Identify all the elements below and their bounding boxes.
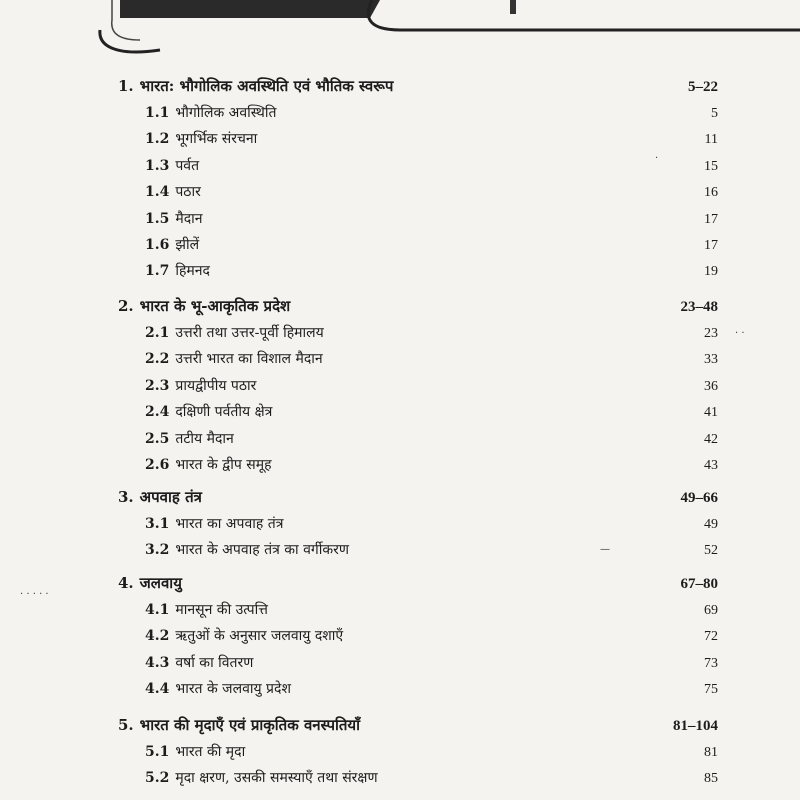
section-page-number: 49 bbox=[704, 517, 718, 532]
chapter-page-range: 81–104 bbox=[673, 718, 718, 734]
section-page-number: 52 bbox=[704, 543, 718, 559]
section-entry[interactable] bbox=[118, 540, 718, 566]
section-page-number: 16 bbox=[704, 185, 718, 201]
section-page-number: 41 bbox=[704, 405, 718, 421]
section-page-number: 15 bbox=[704, 158, 718, 174]
chapter-block bbox=[118, 296, 718, 481]
section-number: 2.4 bbox=[145, 404, 170, 421]
section-entry[interactable] bbox=[118, 402, 718, 428]
section-page-number: 19 bbox=[704, 264, 718, 280]
chapter-block bbox=[118, 573, 718, 706]
section-number: 1.5 bbox=[145, 210, 170, 227]
section-entry[interactable] bbox=[118, 742, 718, 768]
section-number: 2.5 bbox=[145, 430, 170, 447]
chapter-page-range: 67–80 bbox=[680, 576, 718, 592]
section-number: 1.2 bbox=[145, 131, 170, 148]
chapter-number: 5. bbox=[118, 716, 134, 734]
section-title: भारत के द्वीप समूह bbox=[175, 456, 272, 473]
section-title: तटीय मैदान bbox=[175, 430, 234, 447]
section-number: 1.3 bbox=[145, 157, 170, 174]
section-entry[interactable] bbox=[118, 209, 718, 235]
chapter-entry[interactable] bbox=[118, 76, 718, 103]
section-title: भौगोलिक अवस्थिति bbox=[175, 105, 277, 121]
chapter-title: भारत: भौगोलिक अवस्थिति एवं भौतिक स्वरूप bbox=[139, 77, 394, 95]
section-title: प्रायद्वीपीय पठार bbox=[175, 377, 257, 394]
section-number: 1.6 bbox=[145, 236, 170, 253]
chapter-number: 4. bbox=[118, 574, 134, 592]
section-number: 1.1 bbox=[145, 105, 170, 121]
section-number: 4.3 bbox=[145, 654, 170, 671]
chapter-title: भारत के भू-आकृतिक प्रदेश bbox=[139, 297, 291, 315]
scan-speck: . . . . . bbox=[20, 586, 49, 597]
section-number: 4.1 bbox=[145, 602, 170, 618]
chapter-title: भारत की मृदाएँ एवं प्राकृतिक वनस्पतियाँ bbox=[139, 716, 360, 734]
section-title: दक्षिणी पर्वतीय क्षेत्र bbox=[175, 404, 273, 421]
section-number: 5.2 bbox=[145, 770, 170, 787]
section-title: हिमनद bbox=[175, 263, 210, 280]
section-title: उत्तरी तथा उत्तर-पूर्वी हिमालय bbox=[175, 325, 324, 341]
section-number: 1.4 bbox=[145, 184, 170, 201]
section-entry[interactable] bbox=[118, 455, 718, 481]
section-entry[interactable] bbox=[118, 261, 718, 287]
section-page-number: 42 bbox=[704, 431, 718, 447]
section-page-number: 5 bbox=[711, 106, 718, 121]
section-page-number: 36 bbox=[704, 378, 718, 394]
chapter-number: 2. bbox=[118, 297, 134, 315]
chapter-block bbox=[118, 487, 718, 567]
section-title: झीलें bbox=[175, 236, 200, 253]
section-page-number: 33 bbox=[704, 352, 718, 368]
chapter-number: 3. bbox=[118, 488, 134, 506]
chapter-block bbox=[118, 715, 718, 795]
section-entry[interactable] bbox=[118, 156, 718, 182]
section-title: भूगर्भिक संरचना bbox=[175, 131, 258, 148]
chapter-entry[interactable] bbox=[118, 715, 718, 742]
chapter-page-range: 49–66 bbox=[680, 490, 718, 506]
section-number: 3.2 bbox=[145, 542, 170, 559]
section-page-number: 69 bbox=[704, 603, 718, 618]
chapter-number: 1. bbox=[118, 77, 134, 95]
section-number: 5.1 bbox=[145, 744, 170, 760]
chapter-page-range: 23–48 bbox=[680, 299, 718, 315]
scan-speck: . bbox=[655, 150, 659, 161]
chapter-title: अपवाह तंत्र bbox=[139, 488, 202, 506]
section-entry[interactable] bbox=[118, 103, 718, 129]
section-number: 2.3 bbox=[145, 377, 170, 394]
section-page-number: 85 bbox=[704, 771, 718, 787]
section-page-number: 75 bbox=[704, 682, 718, 698]
section-page-number: 43 bbox=[704, 457, 718, 473]
section-number: 2.2 bbox=[145, 351, 170, 368]
section-entry[interactable] bbox=[118, 376, 718, 402]
chapter-entry[interactable] bbox=[118, 487, 718, 514]
section-title: मानसून की उत्पत्ति bbox=[175, 602, 268, 618]
section-page-number: 73 bbox=[704, 655, 718, 671]
section-title: भारत की मृदा bbox=[175, 744, 246, 760]
section-number: 3.1 bbox=[145, 516, 170, 532]
section-page-number: 17 bbox=[704, 211, 718, 227]
section-page-number: 72 bbox=[704, 629, 718, 645]
section-number: 4.2 bbox=[145, 628, 170, 645]
section-page-number: 81 bbox=[704, 745, 718, 760]
section-title: ऋतुओं के अनुसार जलवायु दशाएँ bbox=[175, 628, 344, 645]
chapter-entry[interactable] bbox=[118, 296, 718, 323]
section-number: 4.4 bbox=[145, 681, 170, 698]
chapter-title: जलवायु bbox=[139, 574, 182, 592]
scan-speck: — bbox=[600, 544, 610, 555]
section-title: मृदा क्षरण, उसकी समस्याएँ तथा संरक्षण bbox=[175, 770, 378, 787]
section-title: मैदान bbox=[175, 210, 203, 227]
section-entry[interactable] bbox=[118, 653, 718, 679]
section-title: भारत के अपवाह तंत्र का वर्गीकरण bbox=[175, 542, 350, 559]
section-page-number: 11 bbox=[704, 132, 718, 148]
section-number: 1.7 bbox=[145, 263, 170, 280]
chapter-entry[interactable] bbox=[118, 573, 718, 600]
section-title: पठार bbox=[175, 184, 201, 201]
section-title: वर्षा का वितरण bbox=[175, 654, 254, 671]
section-entry[interactable] bbox=[118, 514, 718, 540]
section-entry[interactable] bbox=[118, 679, 718, 705]
section-entry[interactable] bbox=[118, 129, 718, 155]
chapter-page-range: 5–22 bbox=[688, 79, 718, 95]
section-entry[interactable] bbox=[118, 349, 718, 375]
section-number: 2.6 bbox=[145, 456, 170, 473]
section-title: भारत के जलवायु प्रदेश bbox=[175, 681, 291, 698]
section-entry[interactable] bbox=[118, 429, 718, 455]
scan-speck: . . bbox=[735, 325, 745, 336]
section-title: उत्तरी भारत का विशाल मैदान bbox=[175, 351, 323, 368]
chapter-block bbox=[118, 76, 718, 288]
section-entry[interactable] bbox=[118, 768, 718, 794]
section-page-number: 23 bbox=[704, 326, 718, 341]
section-entry[interactable] bbox=[118, 235, 718, 261]
section-title: भारत का अपवाह तंत्र bbox=[175, 516, 284, 532]
section-number: 2.1 bbox=[145, 325, 170, 341]
section-entry[interactable] bbox=[118, 182, 718, 208]
section-entry[interactable] bbox=[118, 600, 718, 626]
section-page-number: 17 bbox=[704, 237, 718, 253]
section-entry[interactable] bbox=[118, 323, 718, 349]
section-title: पर्वत bbox=[175, 157, 200, 174]
section-entry[interactable] bbox=[118, 626, 718, 652]
